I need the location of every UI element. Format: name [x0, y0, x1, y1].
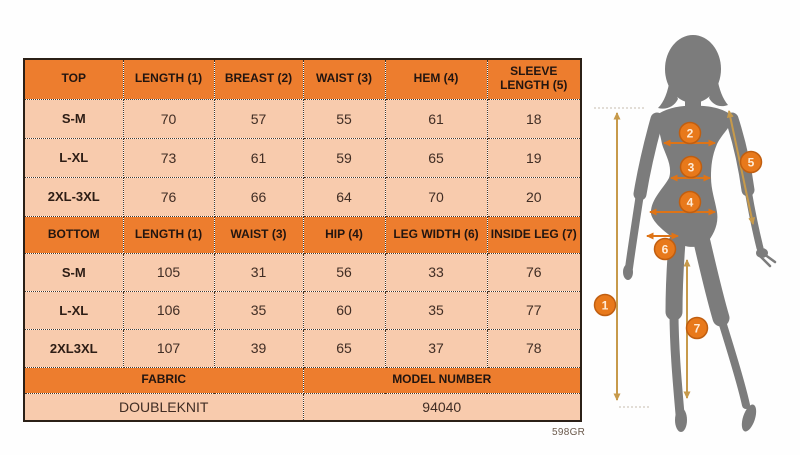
value-cell: 55: [303, 99, 385, 138]
marker-3: [681, 157, 702, 178]
column-header: WAIST (3): [214, 216, 303, 253]
size-label: S-M: [24, 253, 123, 291]
value-cell: 66: [214, 177, 303, 216]
column-header: LEG WIDTH (6): [385, 216, 487, 253]
value-cell: 18: [487, 99, 581, 138]
table-row: [24, 138, 581, 177]
svg-text:3: 3: [687, 160, 695, 175]
column-header: SLEEVE LENGTH (5): [487, 59, 581, 99]
measurement-figure: [594, 20, 800, 440]
column-header: HIP (4): [303, 216, 385, 253]
bottom-header-row: [24, 216, 581, 253]
style-code-footnote: 598GR: [552, 427, 586, 438]
value-cell: 70: [385, 177, 487, 216]
size-label: S-M: [24, 99, 123, 138]
value-cell: 39: [214, 329, 303, 367]
value-cell: 65: [303, 329, 385, 367]
info-value-row: [24, 393, 581, 421]
table-row: [24, 253, 581, 291]
model-number-header: MODEL NUMBER: [303, 367, 581, 393]
value-cell: 70: [123, 99, 214, 138]
value-cell: 37: [385, 329, 487, 367]
size-label: L-XL: [24, 138, 123, 177]
value-cell: 106: [123, 291, 214, 329]
size-label: 2XL3XL: [24, 329, 123, 367]
value-cell: 64: [303, 177, 385, 216]
column-header: LENGTH (1): [123, 216, 214, 253]
marker-5: [741, 152, 762, 173]
svg-text:4: 4: [686, 195, 694, 210]
value-cell: 76: [123, 177, 214, 216]
fabric-header: FABRIC: [24, 367, 303, 393]
value-cell: 105: [123, 253, 214, 291]
value-cell: 56: [303, 253, 385, 291]
value-cell: 60: [303, 291, 385, 329]
size-label: 2XL-3XL: [24, 177, 123, 216]
value-cell: 61: [214, 138, 303, 177]
value-cell: 20: [487, 177, 581, 216]
woman-silhouette-graphic: [623, 35, 775, 433]
info-header-row: [24, 367, 581, 393]
model-number-value: 94040: [303, 393, 581, 421]
fabric-value: DOUBLEKNIT: [24, 393, 303, 421]
svg-text:6: 6: [661, 242, 669, 257]
size-label: L-XL: [24, 291, 123, 329]
value-cell: 59: [303, 138, 385, 177]
svg-text:7: 7: [693, 321, 701, 336]
table-row: [24, 329, 581, 367]
table-row: [24, 99, 581, 138]
marker-4: [680, 192, 701, 213]
value-cell: 61: [385, 99, 487, 138]
column-header: WAIST (3): [303, 59, 385, 99]
bottom-section-header: BOTTOM: [24, 216, 123, 253]
top-section-header: TOP: [24, 59, 123, 99]
value-cell: 107: [123, 329, 214, 367]
value-cell: 76: [487, 253, 581, 291]
column-header: BREAST (2): [214, 59, 303, 99]
value-cell: 78: [487, 329, 581, 367]
value-cell: 31: [214, 253, 303, 291]
marker-2: [680, 123, 701, 144]
table-row: [24, 177, 581, 216]
value-cell: 77: [487, 291, 581, 329]
value-cell: 35: [385, 291, 487, 329]
svg-text:2: 2: [686, 126, 694, 141]
marker-7: [687, 318, 708, 339]
value-cell: 57: [214, 99, 303, 138]
table-row: [24, 291, 581, 329]
size-chart-table: [23, 58, 582, 422]
value-cell: 19: [487, 138, 581, 177]
column-header: INSIDE LEG (7): [487, 216, 581, 253]
marker-6: [655, 239, 676, 260]
svg-text:1: 1: [601, 298, 609, 313]
value-cell: 35: [214, 291, 303, 329]
value-cell: 33: [385, 253, 487, 291]
value-cell: 73: [123, 138, 214, 177]
marker-1: [595, 295, 616, 316]
svg-text:5: 5: [747, 155, 755, 170]
top-header-row: [24, 59, 581, 99]
column-header: HEM (4): [385, 59, 487, 99]
value-cell: 65: [385, 138, 487, 177]
column-header: LENGTH (1): [123, 59, 214, 99]
